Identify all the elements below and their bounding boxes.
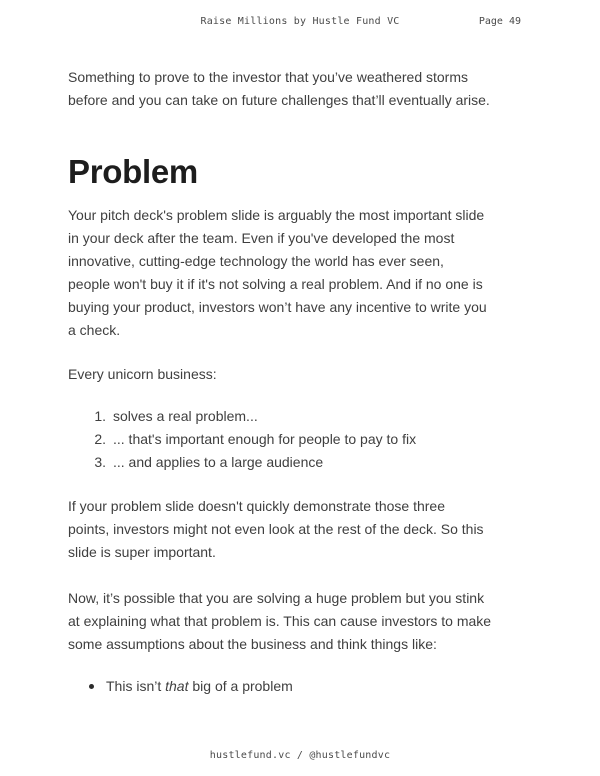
problem-line: innovative, cutting-edge technology the world has ever seen,: [68, 253, 444, 269]
list-item: [68, 405, 548, 428]
assumptions-bullet-list: [68, 675, 548, 698]
bullet-item-text: This isn’t that big of a problem: [106, 678, 293, 694]
three-points-line: points, investors might not even look at the rest of the deck. So this: [68, 521, 484, 537]
list-item: [68, 451, 548, 474]
assumptions-line: at explaining what that problem is. This can cause investors to make: [68, 613, 492, 629]
problem-line: a check.: [68, 322, 121, 338]
intro-line: Something to prove to the investor that you’ve weathered storms: [68, 69, 468, 85]
assumptions-line: Now, it’s possible that you are solving a huge problem but you stink: [68, 590, 485, 606]
page-content: [68, 66, 548, 698]
emphasized-word: that: [165, 678, 189, 694]
three-points-line: If your problem slide doesn't quickly demonstrate those three: [68, 498, 445, 514]
intro-line: before and you can take on future challenges that’ll eventually arise.: [68, 92, 490, 108]
list-item-number: 2.: [94, 431, 106, 447]
bullet-item: [68, 675, 548, 698]
three-points-paragraph: [68, 495, 548, 564]
unicorn-lead-in: Every unicorn business:: [68, 366, 217, 382]
book-title: Raise Millions by Hustle Fund VC: [200, 16, 400, 27]
list-item-text: solves a real problem...: [113, 408, 258, 424]
page-number: Page 49: [478, 16, 521, 27]
problem-line: people won't buy it if it's not solving a real problem. And if no one is: [68, 276, 483, 292]
problem-line: Your pitch deck's problem slide is arguably the most important slide: [68, 207, 485, 223]
problem-line: buying your product, investors won’t have any incentive to write you: [68, 299, 487, 315]
running-header: [0, 16, 600, 30]
assumptions-paragraph: [68, 587, 548, 656]
unicorn-numbered-list: [68, 405, 548, 474]
list-item-number: 1.: [94, 408, 106, 424]
list-item-text: ... that's important enough for people to pay to fix: [113, 431, 417, 447]
list-item-text: ... and applies to a large audience: [113, 454, 324, 470]
problem-line: in your deck after the team. Even if you've developed the most: [68, 230, 455, 246]
assumptions-line: some assumptions about the business and think things like:: [68, 636, 437, 652]
problem-paragraph: [68, 204, 548, 342]
three-points-line: slide is super important.: [68, 544, 216, 560]
list-item-number: 3.: [94, 454, 106, 470]
intro-paragraph: [68, 66, 548, 112]
list-item: [68, 428, 548, 451]
section-heading: Problem: [68, 153, 198, 190]
bullet-icon: [89, 684, 94, 689]
running-footer: hustlefund.vc / @hustlefundvc: [209, 750, 391, 761]
